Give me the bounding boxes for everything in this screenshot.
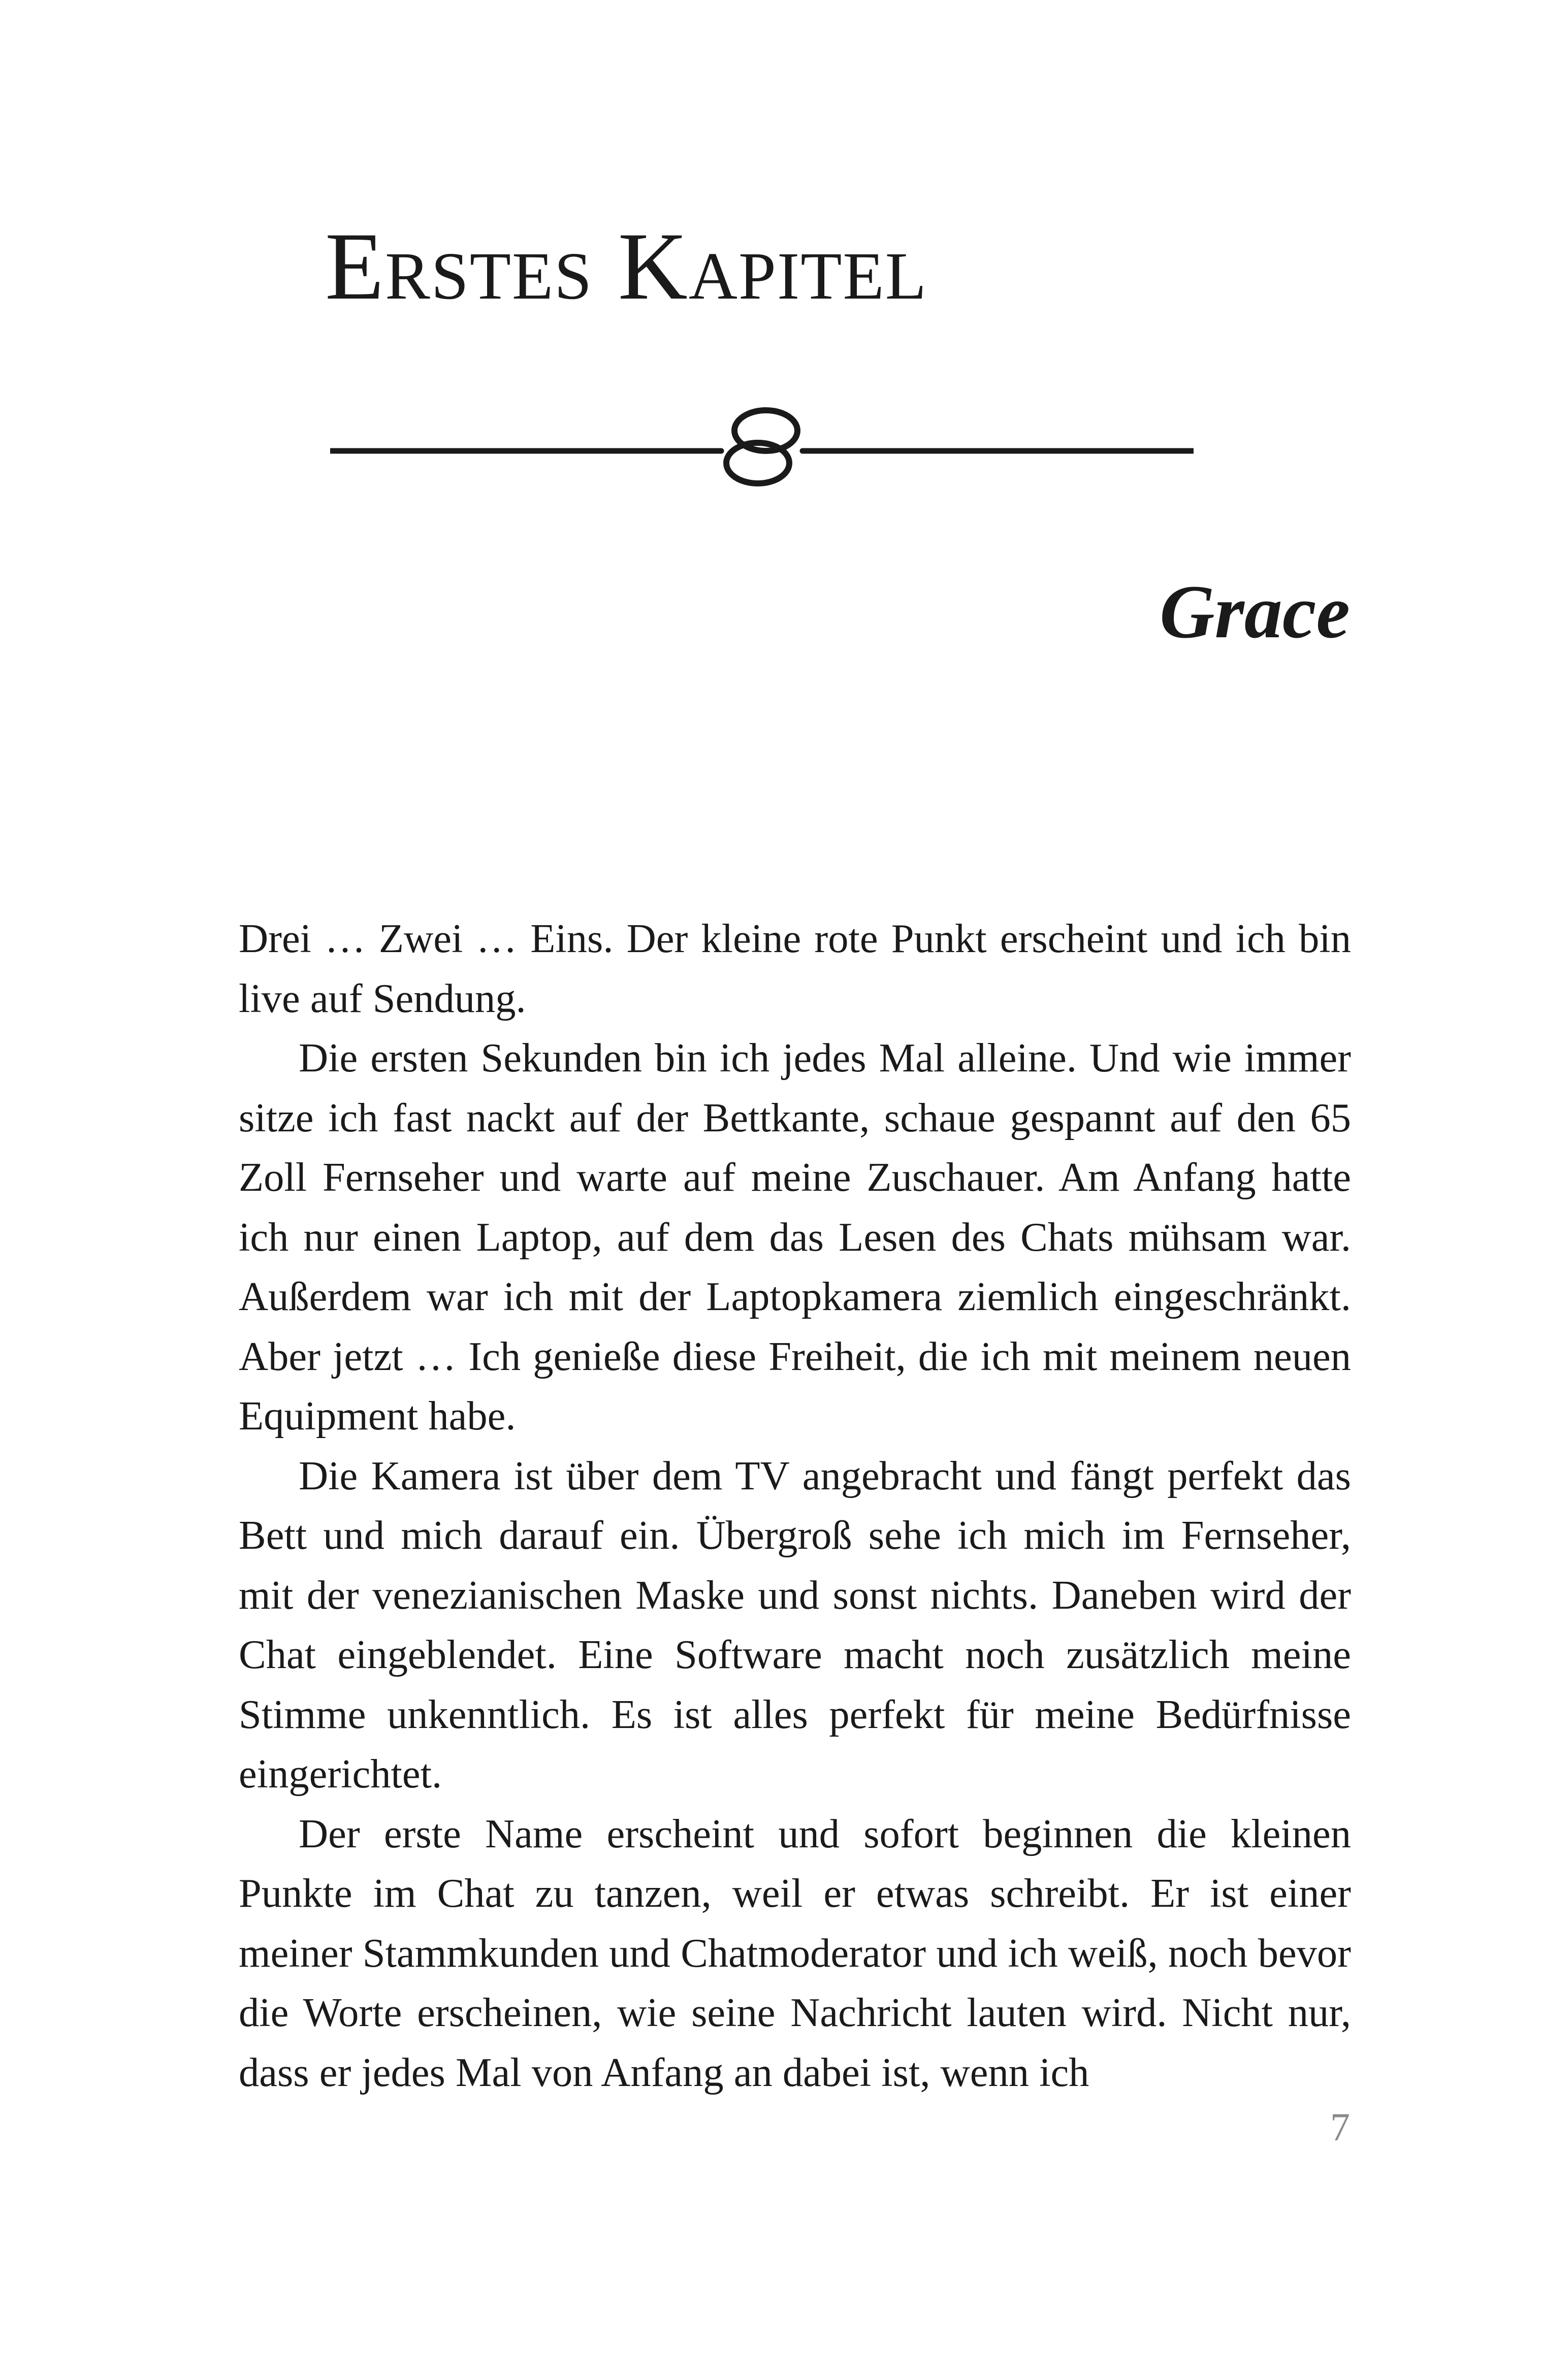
paragraph: Drei … Zwei … Eins. Der kleine rote Punkt erscheint und ich bin live auf Sendung. bbox=[239, 916, 1351, 1021]
chapter-title: Erstes Kapitel bbox=[325, 213, 927, 320]
page-number: 7 bbox=[1330, 2105, 1350, 2149]
paragraph: Die Kamera ist über dem TV angebracht und fängt perfekt das Bett und mich darauf ein. Übergroß sehe ich mich im Fernseher, mit der venezianischen Maske und sonst nichts. Daneben wird der Chat eingeblendet. Eine Software macht noch zusätzlich meine Stimme unkenntlich. Es ist alles perfekt für meine Bedürfnisse eingerichtet. bbox=[239, 1453, 1351, 1797]
paragraph: Der erste Name erscheint und sofort beginnen die kleinen Punkte im Chat zu tanzen, weil er etwas schreibt. Er ist einer meiner Stammkunden und Chatmoderator und ich weiß, noch bevor die Worte erscheinen, wie seine Nachricht lauten wird. Nicht nur, dass er jedes Mal von Anfang an dabei ist, wenn ich bbox=[239, 1811, 1351, 2095]
chapter-body-text bbox=[239, 909, 1351, 2102]
interlocking-rings-divider-icon bbox=[330, 401, 1194, 498]
paragraph: Die ersten Sekunden bin ich jedes Mal alleine. Und wie immer sitze ich fast nackt auf der Bettkante, schaue gespannt auf den 65 Zoll Fernseher und warte auf meine Zuschauer. Am Anfang hatte ich nur einen Laptop, auf dem das Lesen des Chats mühsam war. Außerdem war ich mit der Laptopkamera ziemlich eingeschränkt. Aber jetzt … Ich genieße diese Freiheit, die ich mit meinem neuen Equipment habe. bbox=[239, 1035, 1351, 1439]
pov-character-name: Grace bbox=[1160, 570, 1350, 654]
